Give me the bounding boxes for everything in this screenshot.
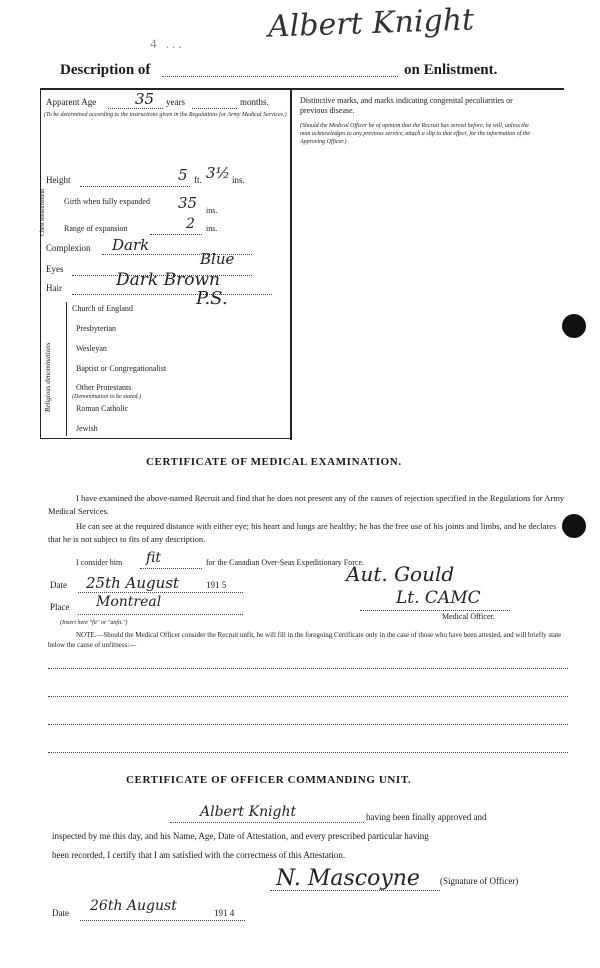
girth-unit: ins. [206, 206, 218, 215]
medical-place-value: Montreal [96, 594, 162, 610]
medical-paragraph-2: He can see at the required distance with either eye; his heart and lungs are healthy; he has the free use of his joints and limbs, and he declares that he is not subject to fits of any description. [48, 521, 557, 544]
apparent-age-label: Apparent Age [46, 97, 97, 107]
commanding-officer-signature: N. Mascoyne [276, 866, 420, 891]
medical-paragraph-1: I have examined the above-named Recruit and find that he does not present any of the causes of rejection specified in the Regulations for Army Medical Services. [48, 493, 565, 516]
medical-officer-signature: Aut. Gould [346, 562, 455, 586]
height-dots [80, 186, 190, 187]
medical-date-year: 191 5 [206, 580, 227, 590]
commanding-name-dots [170, 822, 364, 823]
medical-unfit-note: NOTE.—Should the Medical Officer consider the Recruit unfit, he will fill in the foregoing Certificate only in the case of those who have been attested, and will briefly state below the cause of unfitness:— [48, 631, 562, 649]
apparent-age-value: 35 [135, 90, 155, 108]
inches-label: ins. [232, 175, 245, 185]
range-value: 2 [186, 216, 195, 232]
age-instruction-note: (To be determined according to the instructions given in the Regulations for Army Medical Services.) [44, 112, 287, 118]
fit-unfit-note: (Insert here "fit" or "unfit.") [60, 620, 128, 626]
complexion-value: Dark [112, 236, 150, 254]
range-label: Range of expansion [64, 224, 128, 233]
commanding-recruit-name: Albert Knight [200, 804, 297, 820]
medical-place-dots [78, 614, 243, 615]
commanding-signature-dots [270, 890, 440, 891]
medical-officer-dots [360, 610, 510, 611]
height-label: Height [46, 175, 71, 185]
range-dots [150, 234, 202, 235]
religion-presbyterian: Presbyterian [76, 324, 116, 333]
description-heading-right: on Enlistment. [404, 62, 498, 78]
feet-label: ft. [194, 175, 202, 185]
commanding-date-value: 26th August [90, 898, 177, 914]
consider-dots [140, 568, 202, 569]
months-dots [192, 108, 237, 109]
hair-dots [72, 294, 272, 295]
hair-value: Dark Brown [116, 270, 220, 290]
range-unit: ins. [206, 224, 218, 233]
commanding-text-2: inspected by me this day, and his Name, Age, Date of Attestation, and every prescribed particular having [52, 831, 429, 841]
unfit-cause-line-2 [48, 696, 568, 697]
height-inches-value: 3½ [206, 164, 231, 182]
form-bottom-border [40, 438, 292, 439]
girth-label: Girth when fully expanded [64, 197, 150, 206]
form-left-border [40, 88, 41, 438]
months-label: months. [240, 97, 269, 107]
heading-dotted-line [162, 76, 398, 77]
commanding-text-3: been recorded, I certify that I am satisfied with the correctness of this Attestation. [52, 850, 346, 860]
consider-prefix: I consider him [76, 558, 123, 567]
form-middle-divider [290, 88, 292, 440]
medical-date-label: Date [50, 580, 67, 590]
regimental-number-stamp: 4 ... [150, 36, 185, 51]
consider-value: fit [146, 550, 161, 566]
chest-vertical-label: Chest measurement [40, 188, 46, 236]
commanding-text-1: having been finally approved and [366, 812, 487, 822]
medical-date-dots [78, 592, 243, 593]
religion-roman-catholic: Roman Catholic [76, 404, 129, 413]
girth-value: 35 [178, 194, 198, 212]
previous-service-note: (Should the Medical Officer be of opinion that the Recruit has served before, he will, unless the man acknowledges to any previous service, attach a slip to that effect, for the information of the Approving Officer.) [300, 123, 531, 145]
commanding-date-label: Date [52, 908, 69, 918]
unfit-cause-line-4 [48, 752, 568, 753]
medical-date-value: 25th August [86, 574, 180, 592]
eyes-value: Blue [200, 250, 235, 268]
religion-jewish: Jewish [76, 424, 98, 433]
description-heading-left: Description of [60, 62, 151, 78]
religion-church-of-england: Church of England [72, 304, 133, 313]
unfit-cause-line-1 [48, 668, 568, 669]
unfit-cause-line-3 [48, 724, 568, 725]
medical-officer-label: Medical Officer. [442, 612, 495, 621]
religion-wesleyan: Wesleyan [76, 344, 107, 353]
commanding-certificate-title: CERTIFICATE OF OFFICER COMMANDING UNIT. [126, 774, 412, 786]
binder-hole-top [562, 314, 586, 338]
consider-suffix: for the Canadian Over-Seas Expeditionary Force. [206, 558, 365, 567]
distinctive-marks-label: Distinctive marks, and marks indicating congenital peculiarities or previous disease. [300, 96, 513, 115]
age-dots [108, 108, 163, 109]
religion-baptist: Baptist or Congregationalist [76, 364, 167, 373]
eyes-label: Eyes [46, 264, 64, 274]
form-top-border [40, 88, 564, 90]
commanding-signature-label: (Signature of Officer) [440, 876, 519, 886]
religion-vertical-label: Religious denominations [44, 342, 52, 412]
medical-certificate-title: CERTIFICATE OF MEDICAL EXAMINATION. [146, 456, 402, 468]
commanding-date-year: 191 4 [214, 908, 235, 918]
religion-mark: P.S. [196, 288, 228, 309]
recruit-name-handwritten: Albert Knight [267, 2, 475, 45]
medical-officer-rank: Lt. CAMC [396, 588, 481, 608]
years-label: years [166, 97, 185, 107]
commanding-date-dots [80, 920, 245, 921]
religion-bracket [66, 302, 67, 436]
religion-other-protestants: Other Protestants [76, 383, 132, 392]
medical-place-label: Place [50, 602, 70, 612]
hair-label: Hair [46, 283, 62, 293]
complexion-label: Complexion [46, 243, 91, 253]
height-feet-value: 5 [178, 166, 188, 184]
other-protestants-note: (Denomination to be stated.) [72, 394, 141, 400]
